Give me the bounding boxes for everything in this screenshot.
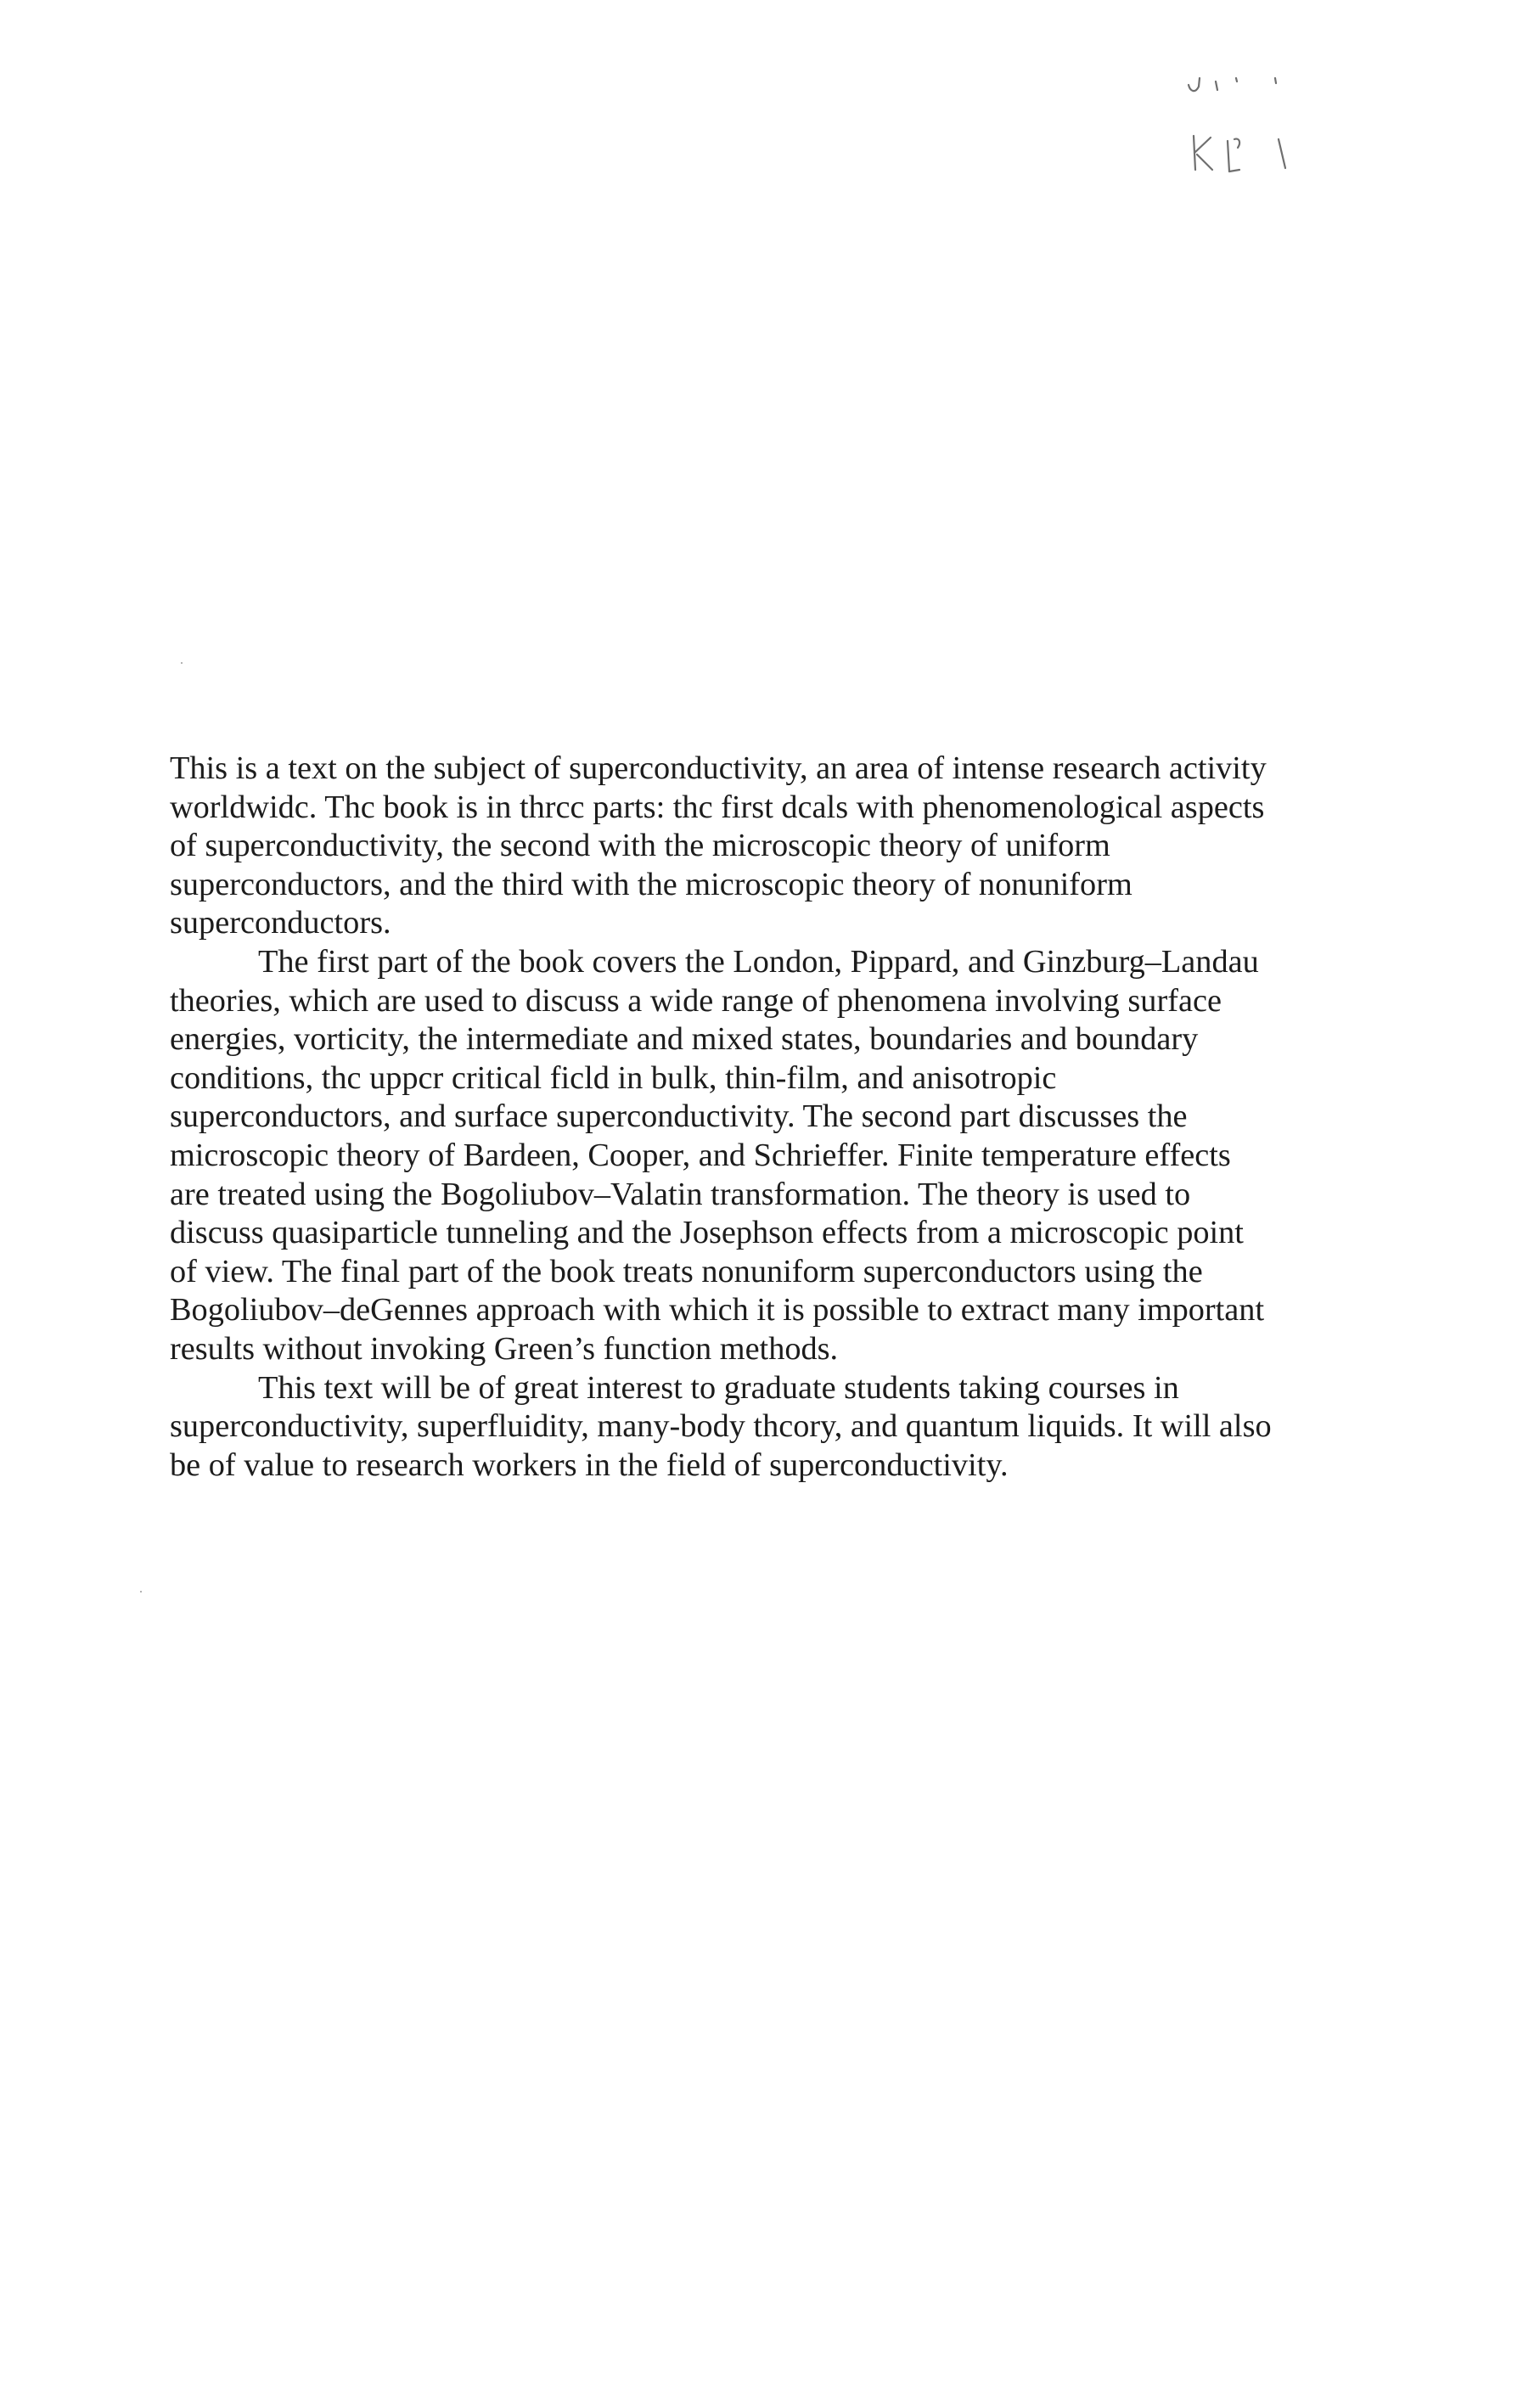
scan-speck xyxy=(140,1591,142,1593)
book-description xyxy=(170,750,1273,1485)
handwritten-mark-icon xyxy=(1182,70,1292,197)
scan-speck xyxy=(181,662,183,664)
paragraph-contents: The first part of the book covers the London, Pippard, and Ginzburg–Landau theories, which are used to discuss a wide range of phenomena involving surface energies, vorticity, the intermediate and mixed states, boundaries and boundary conditions, thc uppcr critical ficld in bulk, thin-film, and anisotropic superconductors, and surface superconductivity. The second part discusses the microscopic theory of Bardeen, Cooper, and Schrieffer. Finite temperature effects are treated using the Bogoliubov–Valatin transformation. The theory is used to discuss quasiparticle tunneling and the Josephson effects from a microscopic point of view. The final part of the book treats nonuniform superconductors using the Bogoliubov–deGennes approach with which it is possible to extract many important results without invoking Green’s function methods. xyxy=(170,943,1265,1367)
paragraph-overview: This is a text on the subject of superconductivity, an area of intense research activity worldwidc. Thc book is in thrcc parts: thc first dcals with phenomenological aspects of superconductivity, the second with the microscopic theory of uniform superconductors, and the third with the microscopic theory of nonuniform superconductors. xyxy=(170,750,1267,941)
paragraph-audience: This text will be of great interest to graduate students taking courses in superconductivity, superfluidity, many-body thcory, and quantum liquids. It will also be of value to research workers in the field of superconductivity. xyxy=(170,1369,1272,1483)
